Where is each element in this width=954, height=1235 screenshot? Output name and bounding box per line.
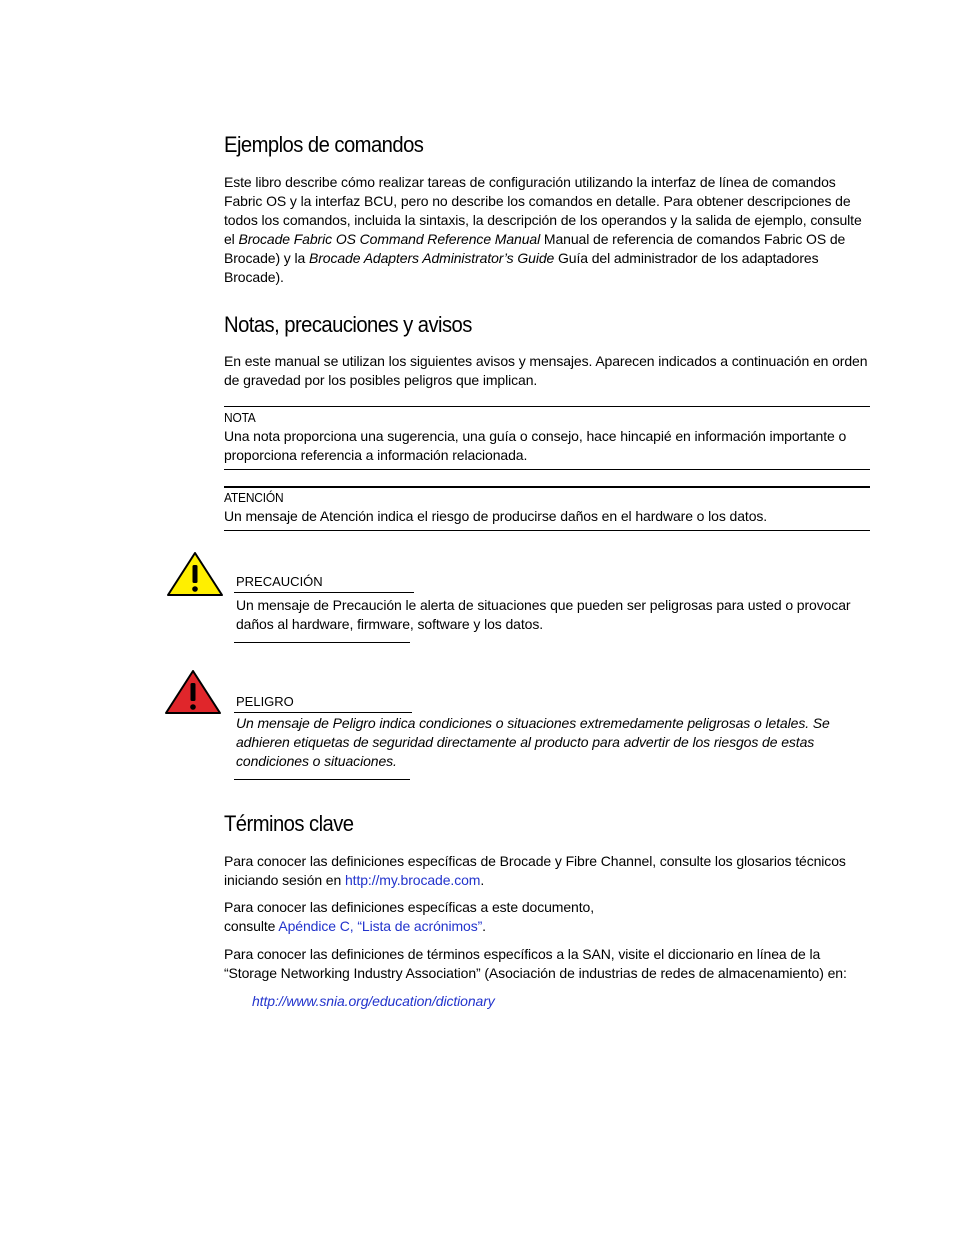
terminos-text-2b: consulte [224,918,279,934]
peligro-box [236,693,870,710]
snia-link-row [252,992,495,1011]
nota-box [224,409,870,465]
terminos-text-1 [224,852,870,890]
peligro-text: Un mensaje de Peligro indica condiciones o situaciones extremedamente peligrosas o letales. Se adhieren etiquetas de seguridad directamente al producto para advertir de los riesgos de estas condiciones o situaciones. [236,715,830,769]
snia-dictionary-link[interactable]: http://www.snia.org/education/dictionary [252,993,495,1009]
nota-label: NOTA [224,410,256,425]
section-terminos [224,811,870,837]
terminos-text-1b: . [480,872,485,888]
paragraph-ejemplos [224,173,870,287]
precaucion-bottom-rule [234,642,410,643]
caution-triangle-icon [166,551,224,597]
nota-top-rule [224,406,870,407]
ejemplos-text [224,173,870,287]
atencion-bottom-rule [224,530,870,531]
peligro-body [236,714,876,771]
terminos-text-1a: Para conocer las definiciones específicas de Brocade y Fibre Channel, consulte los glosarios técnicos iniciando sesión en [224,853,846,888]
precaucion-label-rule [234,592,414,593]
ejemplos-text-a: Este libro describe cómo realizar tareas de configuración utilizando la interfaz de línea de comandos Fabric OS y la interfaz BCU, pero no describe los comandos en detalle. Para obtener descripciones de todos los comandos, incluida la sintaxis, la descripción de los operandos y la salida de ejemplo, consulte el [224,174,862,247]
precaucion-text: Un mensaje de Precaución le alerta de situaciones que pueden ser peligrosas para usted o provocar daños al hardware, firmware, software y los datos. [236,597,851,632]
precaucion-body [236,596,870,634]
terminos-p1 [224,852,870,890]
terminos-text-2c: . [482,918,486,934]
danger-triangle-icon [164,669,222,715]
heading-notas: Notas, precauciones y avisos [224,312,472,337]
precaucion-box [236,573,870,590]
ejemplos-text-b: Manual de referencia de comandos Fabric OS de Brocade) y la [224,231,846,266]
atencion-text: Un mensaje de Atención indica el riesgo de producirse daños en el hardware o los datos. [224,508,768,524]
acronyms-appendix-link[interactable]: Apéndice C, “Lista de acrónimos” [278,918,483,934]
terminos-text-3: Para conocer las definiciones de términos específicos a la SAN, visite el diccionario en línea de la “Storage Networking Industry Association” (Asociación de industrias de redes de almacenamiento) en: [224,946,847,981]
ejemplos-text-c: Guía del administrador de los adaptadores Brocade). [224,250,819,285]
terminos-text-2a: Para conocer las definiciones específicas a este documento, [224,899,594,915]
peligro-label: PELIGRO [236,694,294,709]
ejemplos-ref-adapters: Brocade Adapters Administrator’s Guide [308,250,555,266]
terminos-p2 [224,898,870,936]
peligro-bottom-rule [234,779,410,780]
atencion-label: ATENCIÓN [224,490,284,505]
brocade-link[interactable]: http://my.brocade.com [344,872,481,888]
precaucion-label: PRECAUCIÓN [236,574,323,589]
paragraph-notas [224,352,870,390]
peligro-label-rule [234,712,412,713]
notas-intro: En este manual se utilizan los siguientes avisos y mensajes. Aparecen indicados a continuación en orden de gravedad por los posibles peligros que implican. [224,353,868,388]
terminos-text-2 [224,917,870,936]
ejemplos-ref-fabric-os: Brocade Fabric OS Command Reference Manual [238,231,541,247]
nota-text: Una nota proporciona una sugerencia, una guía o consejo, hace hincapié en información importante o proporciona referencia a información relacionada. [224,428,847,463]
heading-ejemplos: Ejemplos de comandos [224,132,424,157]
section-ejemplos [224,132,870,158]
atencion-top-rule [224,486,870,488]
nota-bottom-rule [224,469,870,470]
terminos-p3 [224,945,870,983]
heading-terminos: Términos clave [224,811,354,836]
section-notas [224,312,870,338]
atencion-box [224,489,870,526]
